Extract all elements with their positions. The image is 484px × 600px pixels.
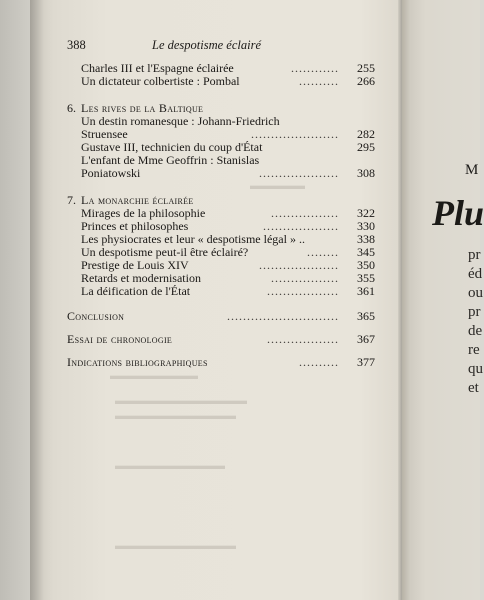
toc-entry-page: 330 xyxy=(357,219,375,233)
toc-entry-title: Gustave III, technicien du coup d'État xyxy=(81,140,263,154)
toc-entry-title: Princes et philosophes xyxy=(81,219,189,233)
right-page-text-fragment: pr xyxy=(468,247,481,263)
leader-dots: .................. xyxy=(267,284,339,298)
right-page-text-fragment: de xyxy=(468,323,483,339)
toc-entry-page: 266 xyxy=(357,74,375,88)
back-matter-entry xyxy=(67,356,377,369)
toc-entry-title: Un dictateur colbertiste : Pombal xyxy=(81,74,240,88)
right-page-text-fragment: et xyxy=(468,380,479,396)
toc-entry-page: 350 xyxy=(357,258,375,272)
toc-entry-page: 308 xyxy=(357,166,375,180)
toc-entry-page: 322 xyxy=(357,206,375,220)
right-page-text-fragment: éd xyxy=(468,266,483,282)
show-through-text: ▬▬▬▬▬▬▬▬▬▬▬▬ xyxy=(115,395,247,407)
leader-dots: .................... xyxy=(259,258,339,272)
leader-dots: ...................... xyxy=(251,127,339,141)
right-page-text-fragment: pr xyxy=(468,304,481,320)
toc-entry-title: Charles III et l'Espagne éclairée xyxy=(81,61,234,75)
leader-dots: .......... xyxy=(299,74,339,88)
leader-dots: ................... xyxy=(263,219,339,233)
leader-dots: .......... xyxy=(299,355,339,369)
right-page-text-fragment: re xyxy=(468,342,480,358)
toc-entry-page: 345 xyxy=(357,245,375,259)
back-matter-entry xyxy=(67,310,377,323)
table-of-contents xyxy=(67,62,377,369)
section-number: 6. xyxy=(67,101,76,115)
toc-entry-title: Mirages de la philosophie xyxy=(81,206,206,220)
back-matter-page: 377 xyxy=(357,355,375,369)
show-through-text: ▬▬▬▬▬▬▬▬▬▬▬ xyxy=(115,410,236,422)
show-through-text: ▬▬▬▬▬▬▬▬ xyxy=(110,370,198,382)
right-page-letter: M xyxy=(465,162,479,178)
show-through-text: ▬▬▬▬▬ xyxy=(250,180,305,192)
toc-entry-title: Prestige de Louis XIV xyxy=(81,258,189,272)
toc-entry-page: 355 xyxy=(357,271,375,285)
toc-entry-title: Retards et modernisation xyxy=(81,271,201,285)
back-matter-entry xyxy=(67,333,377,346)
leader-dots: ............ xyxy=(291,61,339,75)
toc-entry-title: Un destin romanesque : Johann-Friedrich xyxy=(81,114,280,128)
toc-entry-page: 338 xyxy=(357,232,375,246)
toc-entry-title: Un despotisme peut-il être éclairé? xyxy=(81,245,249,259)
toc-entry xyxy=(67,285,377,298)
toc-entry-title: Les physiocrates et leur « despotisme légal » .. xyxy=(81,232,305,246)
back-matter-title: Indications bibliographiques xyxy=(67,355,208,369)
show-through-text: ▬▬▬▬▬▬▬▬▬▬▬ xyxy=(115,540,236,552)
toc-entry-title: Struensee xyxy=(81,127,128,141)
right-page-text-fragment: qu xyxy=(468,361,483,377)
leader-dots: .................. xyxy=(267,332,339,346)
leader-dots: ................. xyxy=(271,271,339,285)
toc-entry-title: L'enfant de Mme Geoffrin : Stanislas xyxy=(81,153,260,167)
toc-entry-page: 295 xyxy=(357,140,375,154)
leader-dots: .................... xyxy=(259,166,339,180)
page-shadow xyxy=(30,0,44,600)
toc-entry-title: Poniatowski xyxy=(81,166,141,180)
back-matter-title: Essai de chronologie xyxy=(67,332,173,346)
background-edge xyxy=(0,0,30,600)
toc-entry-title: La déification de l'État xyxy=(81,284,191,298)
leader-dots: ........ xyxy=(307,245,339,259)
toc-entry xyxy=(67,75,377,88)
section-title: La monarchie éclairée xyxy=(81,193,194,207)
running-title: Le despotisme éclairé xyxy=(152,38,262,52)
leader-dots: ................. xyxy=(271,206,339,220)
toc-entry-page: 361 xyxy=(357,284,375,298)
toc-entry-page: 282 xyxy=(357,127,375,141)
toc-entry xyxy=(67,167,377,180)
section-number: 7. xyxy=(67,193,76,207)
right-page-text-fragment: ou xyxy=(468,285,483,301)
back-matter-title: Conclusion xyxy=(67,309,125,323)
back-matter-page: 367 xyxy=(357,332,375,346)
page-number: 388 xyxy=(67,38,86,52)
toc-entry-page: 255 xyxy=(357,61,375,75)
back-matter-page: 365 xyxy=(357,309,375,323)
right-page-title-fragment: Plu xyxy=(432,193,484,233)
show-through-text: ▬▬▬▬▬▬▬▬▬▬ xyxy=(115,460,225,472)
section-title: Les rives de la Baltique xyxy=(81,101,204,115)
leader-dots: ............................ xyxy=(227,309,339,323)
right-book-page xyxy=(402,0,484,600)
